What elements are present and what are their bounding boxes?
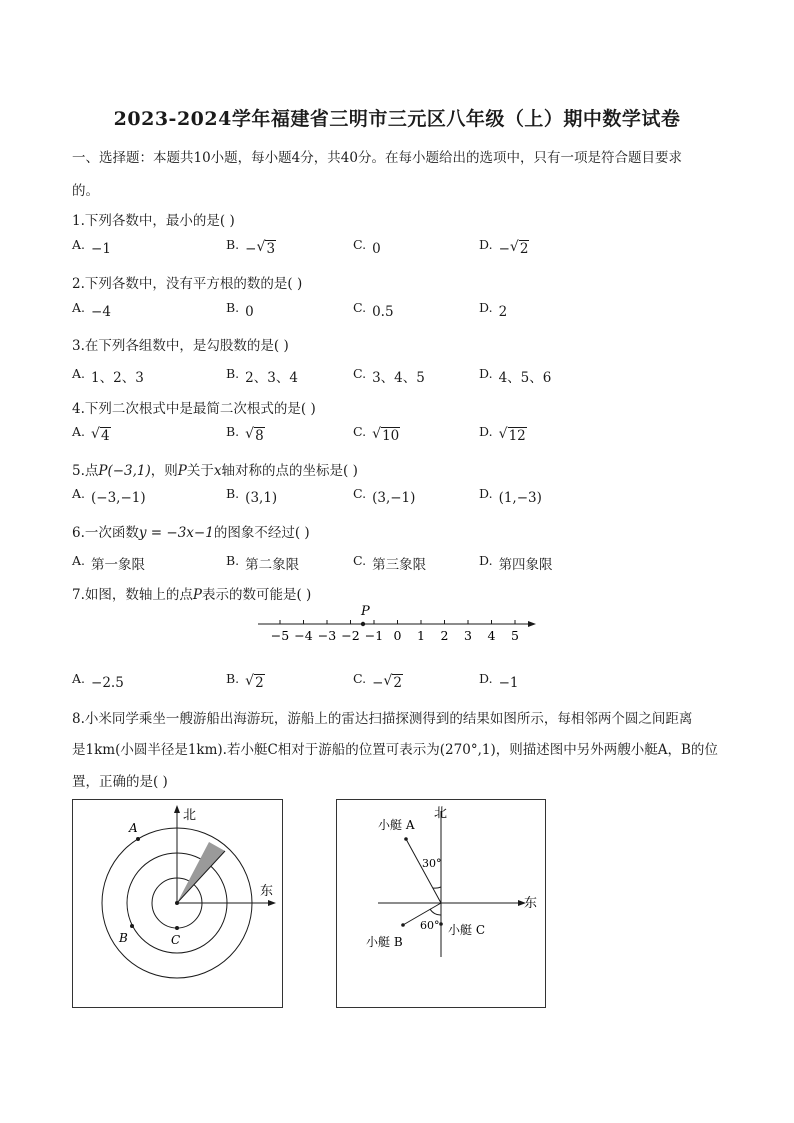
sqrt-expression (383, 675, 403, 691)
question-3-stem: 3.在下列各组数中，是勾股数的是( ) (72, 338, 289, 354)
option-text: 2 (498, 304, 508, 320)
radar-point-b (130, 924, 134, 928)
option-label: D. (479, 671, 493, 686)
option-label: A. (72, 366, 86, 381)
number-line-tick-label: −4 (294, 628, 313, 643)
q7-part0: 7.如图，数轴上的点 (72, 587, 193, 603)
q5-part5: x (213, 463, 222, 479)
question-1-option-a (72, 237, 111, 257)
option-label: A. (72, 300, 86, 315)
option-label: C. (353, 366, 367, 381)
question-2-stem: 2.下列各数中，没有平方根的数的是( ) (72, 276, 303, 292)
bearing-angle-60: 60° (420, 919, 440, 932)
sqrt-expression (91, 428, 111, 444)
number-line-tick-label: −1 (364, 628, 384, 643)
option-label: D. (479, 237, 493, 252)
question-5-option-d (479, 486, 542, 506)
question-5-option-a (72, 486, 146, 506)
question-1-stem: 1.下列各数中，最小的是( ) (72, 213, 235, 229)
option-label: C. (353, 300, 367, 315)
question-4-option-b (226, 424, 265, 444)
option-label: A. (72, 424, 86, 439)
radar-point-a (136, 837, 140, 841)
question-6-stem (72, 521, 310, 541)
option-text: 0 (245, 304, 254, 320)
question-7-option-a (72, 671, 124, 691)
option-sign: − (245, 241, 257, 257)
question-6-option-d (479, 553, 553, 573)
question-8-stem-line2: 是1km(小圆半径是1km).若小艇C相对于游船的位置可表示为(270°,1)，则描述图中另外两艘小艇A，B的位 (72, 742, 718, 758)
question-3-option-d (479, 366, 551, 386)
option-text: 第三象限 (372, 557, 427, 573)
radar-center (175, 901, 179, 905)
question-2-option-a (72, 300, 111, 320)
question-1-option-c (353, 237, 381, 257)
radar-figure (72, 799, 284, 1009)
sqrt-expression (499, 428, 527, 444)
option-text: 1、2、3 (91, 370, 144, 386)
number-line-tick-label: 4 (487, 628, 496, 643)
option-label: D. (479, 553, 493, 568)
question-5-stem (72, 459, 358, 479)
option-text: 3、4、5 (372, 370, 425, 386)
bearing-line-a (406, 839, 441, 903)
question-2-option-d (479, 300, 508, 320)
sqrt-expression (245, 675, 265, 691)
option-label: C. (353, 671, 367, 686)
bearing-boat-c-label: 小艇 C (448, 923, 485, 937)
radar-point-a-label: A (129, 821, 138, 835)
sqrt-expression (510, 241, 530, 257)
q5-part4: 关于 (186, 463, 214, 479)
option-label: B. (226, 366, 240, 381)
q5-part1: P(−3,1) (98, 463, 151, 479)
option-label: D. (479, 300, 493, 315)
bearing-boat-b-label: 小艇 B (366, 935, 403, 949)
option-label: B. (226, 300, 240, 315)
option-text: 第四象限 (498, 557, 553, 573)
page-title: 2023-2024学年福建省三明市三元区八年级（上）期中数学试卷 (113, 108, 681, 130)
question-4-stem: 4.下列二次根式中是最简二次根式的是( ) (72, 401, 316, 417)
bearing-boat-a-label: 小艇 A (378, 818, 415, 832)
option-text: −2.5 (91, 675, 124, 691)
question-2-option-b (226, 300, 254, 320)
radar-point-b-label: B (119, 931, 128, 945)
q7-part2: 表示的数可能是( ) (201, 587, 312, 603)
q7-part1: P (192, 587, 202, 603)
option-text: −1 (498, 675, 519, 691)
option-label: B. (226, 486, 240, 501)
question-2-option-c (353, 300, 394, 320)
radicand: 8 (255, 428, 264, 444)
number-line-figure (250, 598, 550, 648)
question-7-option-b (226, 671, 265, 691)
question-6-option-a (72, 553, 145, 573)
radar-north-arrow-icon (174, 805, 180, 813)
option-text: −4 (91, 304, 111, 320)
number-line-ticks (271, 620, 519, 643)
number-line-tick-label: 2 (440, 628, 449, 643)
bearing-point-c (439, 922, 443, 926)
option-text: 第一象限 (91, 557, 146, 573)
number-line-tick-label: −2 (341, 628, 360, 643)
question-7-option-c (353, 671, 403, 691)
question-3-option-a (72, 366, 144, 386)
option-text: (3,1) (245, 490, 278, 506)
option-label: A. (72, 671, 86, 686)
number-line-point-label: P (361, 604, 370, 619)
option-text: (1,−3) (498, 490, 542, 506)
option-text: −1 (91, 241, 111, 257)
option-label: C. (353, 486, 367, 501)
option-text: 4、5、6 (498, 370, 552, 386)
option-text: 2、3、4 (245, 370, 298, 386)
option-label: A. (72, 486, 86, 501)
bearing-east-label: 东 (524, 896, 538, 911)
option-text: (3,−1) (372, 490, 416, 506)
option-label: B. (226, 237, 240, 252)
radar-point-c (175, 926, 179, 930)
sqrt-expression (245, 428, 265, 444)
option-label: A. (72, 553, 86, 568)
question-5-option-b (226, 486, 278, 506)
option-label: D. (479, 486, 493, 501)
radar-east-arrow-icon (268, 900, 276, 906)
option-label: C. (353, 424, 367, 439)
option-text: 第二象限 (245, 557, 300, 573)
number-line-tick-label: −5 (270, 628, 290, 643)
bearing-arc-60 (430, 909, 441, 915)
number-line-tick-label: 5 (511, 628, 519, 643)
question-5-option-c (353, 486, 416, 506)
radar-north-label: 北 (183, 808, 197, 823)
question-8-stem-line1: 8.小米同学乘坐一艘游船出海游玩，游船上的雷达扫描探测得到的结果如图所示，每相邻两个圆之间距离 (72, 711, 693, 727)
radicand: 12 (508, 428, 526, 444)
option-label: B. (226, 671, 240, 686)
number-line-point-p (361, 622, 365, 626)
number-line-tick-label: −3 (317, 628, 337, 643)
sqrt-expression (372, 428, 400, 444)
question-1-option-b (226, 237, 276, 257)
option-label: D. (479, 366, 493, 381)
option-label: B. (226, 553, 240, 568)
question-1-option-d (479, 237, 529, 257)
option-label: A. (72, 237, 86, 252)
radicand: 2 (255, 675, 264, 691)
option-sign: − (372, 675, 384, 691)
bearing-point-b (401, 923, 405, 927)
question-7-option-d (479, 671, 519, 691)
question-3-option-c (353, 366, 425, 386)
question-3-option-b (226, 366, 298, 386)
option-label: D. (479, 424, 493, 439)
bearing-arc-30 (433, 887, 441, 888)
bearing-figure (336, 799, 548, 1009)
radicand: 10 (382, 428, 400, 444)
radicand: 4 (101, 428, 110, 444)
q5-part3: P (177, 463, 187, 479)
question-4-option-c (353, 424, 400, 444)
question-4-option-a (72, 424, 111, 444)
option-text: 0 (372, 241, 381, 257)
radicand: 2 (519, 241, 529, 257)
option-text: (−3,−1) (91, 490, 146, 506)
section-instruction-line1: 一、选择题：本题共10小题，每小题4分，共40分。在每小题给出的选项中，只有一项是符合题目要求 (72, 150, 682, 166)
sqrt-expression (256, 241, 276, 257)
radar-point-c-label: C (171, 933, 181, 947)
question-6-option-c (353, 553, 426, 573)
option-label: B. (226, 424, 240, 439)
q5-part6: 轴对称的点的坐标是( ) (221, 463, 358, 479)
q5-part2: ，则 (150, 463, 178, 479)
number-line-arrow-icon (528, 621, 536, 627)
option-label: C. (353, 237, 367, 252)
radar-sweep-sector (177, 842, 225, 903)
bearing-point-a (404, 837, 408, 841)
question-6-option-b (226, 553, 299, 573)
question-4-option-d (479, 424, 527, 444)
radar-east-label: 东 (260, 884, 274, 899)
number-line-tick-label: 1 (417, 628, 425, 643)
q6-part1: y = −3x−1 (138, 525, 214, 541)
option-sign: − (498, 241, 510, 257)
radicand: 3 (266, 241, 276, 257)
question-8-stem-line3: 置，正确的是( ) (72, 774, 168, 790)
number-line-tick-label: 0 (393, 628, 402, 643)
q5-part0: 5.点 (72, 463, 99, 479)
section-instruction-line2: 的。 (72, 183, 99, 199)
option-text: 0.5 (372, 304, 394, 320)
bearing-angle-30: 30° (422, 857, 442, 870)
option-label: C. (353, 553, 367, 568)
number-line-tick-label: 3 (464, 628, 472, 643)
q6-part0: 6.一次函数 (72, 525, 139, 541)
q6-part2: 的图象不经过( ) (213, 525, 310, 541)
bearing-north-label: 北 (434, 806, 448, 821)
radicand: 2 (393, 675, 402, 691)
